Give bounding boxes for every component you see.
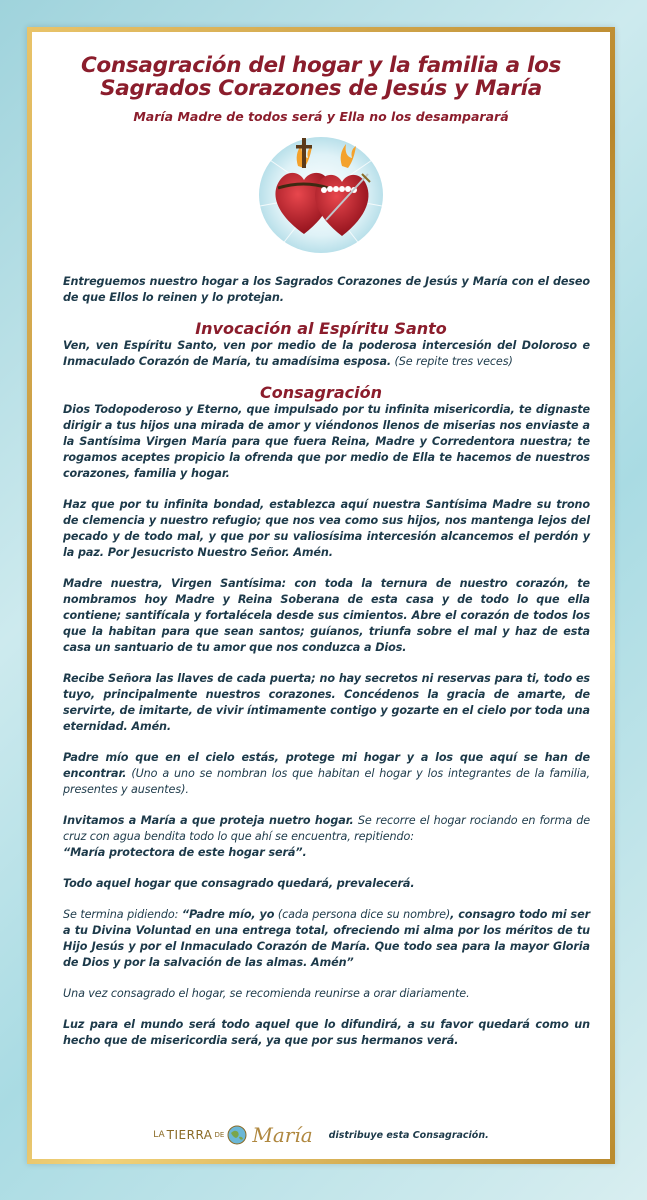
- page-title: Consagración del hogar y la familia a los Sagrados Corazones de Jesús y María: [80, 53, 562, 101]
- invocation-heading: Invocación al Espíritu Santo: [195, 319, 447, 338]
- logo-de: DE: [214, 1131, 225, 1139]
- logo-tierra: TIERRA: [166, 1128, 213, 1142]
- footer-text: distribuye esta Consagración.: [328, 1129, 489, 1141]
- p5-light: (Uno a uno se nombran los que habitan el hogar y los integrantes de la familia, presentes y ausentes).: [63, 767, 590, 796]
- footer: [32, 1123, 610, 1147]
- invocation-note: (Se repite tres veces): [391, 355, 513, 368]
- globe-icon: [226, 1124, 248, 1146]
- p5-bold: Padre mío que en el cielo estás, protege mi hogar y a los que aquí se han de encontrar.: [63, 751, 590, 780]
- page-subtitle: María Madre de todos será y Ella no los desamparará: [133, 109, 509, 124]
- prayer-card: [32, 32, 610, 1159]
- consecration-heading: Consagración: [260, 383, 382, 402]
- consecration-paragraph-3: Madre nuestra, Virgen Santísima: con toda la ternura de nuestro corazón, te nombramos hoy Madre y Reina Soberana de esta casa y de todo lo que ella contiene; santifícala y fortalécela desde sus cimientos. Abre el corazón de todos los que la habitan para que sean santos; guíanos, triunfa sobre el mal y haz de esta casa un santuario de tu amor que nos conduzca a Dios.: [63, 577, 590, 654]
- invocation-paragraph: [52, 338, 590, 370]
- consecration-paragraph-5: [52, 750, 590, 798]
- consecration-paragraph-4: Recibe Señora las llaves de cada puerta; no hay secretos ni reservas para ti, todo es tuyo, principalmente nuestros corazones. Concédenos la gracia de amarte, de servirte, de imitarte, de vivir íntimamente contigo y gozarte en el cielo por toda una eternidad. Amén.: [63, 672, 590, 733]
- gold-frame: [27, 27, 615, 1164]
- invocation-text: Ven, ven Espíritu Santo, ven por medio de la poderosa intercesión del Doloroso e Inmaculado Corazón de María, tu amadísima esposa.: [63, 339, 590, 368]
- sacred-hearts-icon: [256, 136, 386, 254]
- consecration-paragraph-10: Luz para el mundo será todo aquel que lo difundirá, a su favor quedará como un hecho que de misericordia será, ya que por sus hermanos verá.: [63, 1018, 590, 1047]
- p8-d: , consagro todo mi ser a tu Divina Voluntad en una entrega total, ofreciendo mi alma por los méritos de tu Hijo Jesús y por el Inmaculado Corazón de María. Que todo sea para la mayor Gloria de Dios y por la salvación de las almas. Amén”: [63, 908, 590, 969]
- p8-c: (cada persona dice su nombre): [274, 908, 451, 921]
- p8-b: “Padre mío, yo: [181, 908, 275, 921]
- la-tierra-de-maria-logo: [153, 1123, 312, 1147]
- consecration-paragraph-7: Todo aquel hogar que consagrado quedará, prevalecerá.: [63, 877, 415, 890]
- intro-paragraph: Entreguemos nuestro hogar a los Sagrados Corazones de Jesús y María con el deseo de que Ellos lo reinen y lo protejan.: [63, 275, 590, 304]
- p6-light: Se recorre el hogar rociando en forma de cruz con agua bendita todo lo que ahí se encuentra, repitiendo:: [63, 814, 591, 843]
- consecration-paragraph-2: Haz que por tu infinita bondad, establezca aquí nuestra Santísima Madre su trono de clemencia y nuestro refugio; que nos vea como sus hijos, nos mantenga lejos del pecado y de todo mal, y que por su valiosísima intercesión alcancemos el perdón y la paz. Por Jesucristo Nuestro Señor. Amén.: [63, 498, 590, 559]
- consecration-paragraph-6: [52, 813, 590, 861]
- p6-quote: “María protectora de este hogar será”.: [63, 846, 307, 859]
- p6-bold: Invitamos a María a que proteja nuetro hogar.: [63, 814, 354, 827]
- consecration-paragraph-9: Una vez consagrado el hogar, se recomienda reunirse a orar diariamente.: [63, 987, 470, 1000]
- p8-a: Se termina pidiendo:: [63, 908, 182, 921]
- logo-maria: María: [252, 1123, 313, 1147]
- consecration-paragraph-8: [52, 907, 590, 971]
- consecration-paragraph-1: Dios Todopoderoso y Eterno, que impulsado por tu infinita misericordia, te dignaste dirigir a tus hijos una mirada de amor y viéndonos llenos de miserias nos enviaste a la Santísima Virgen María para que fuera Reina, Madre y Corredentora nuestra; te rogamos aceptes propicio la ofrenda que por medio de Ella te hacemos de nuestros corazones, familia y hogar.: [63, 403, 590, 480]
- logo-la: LA: [153, 1130, 165, 1140]
